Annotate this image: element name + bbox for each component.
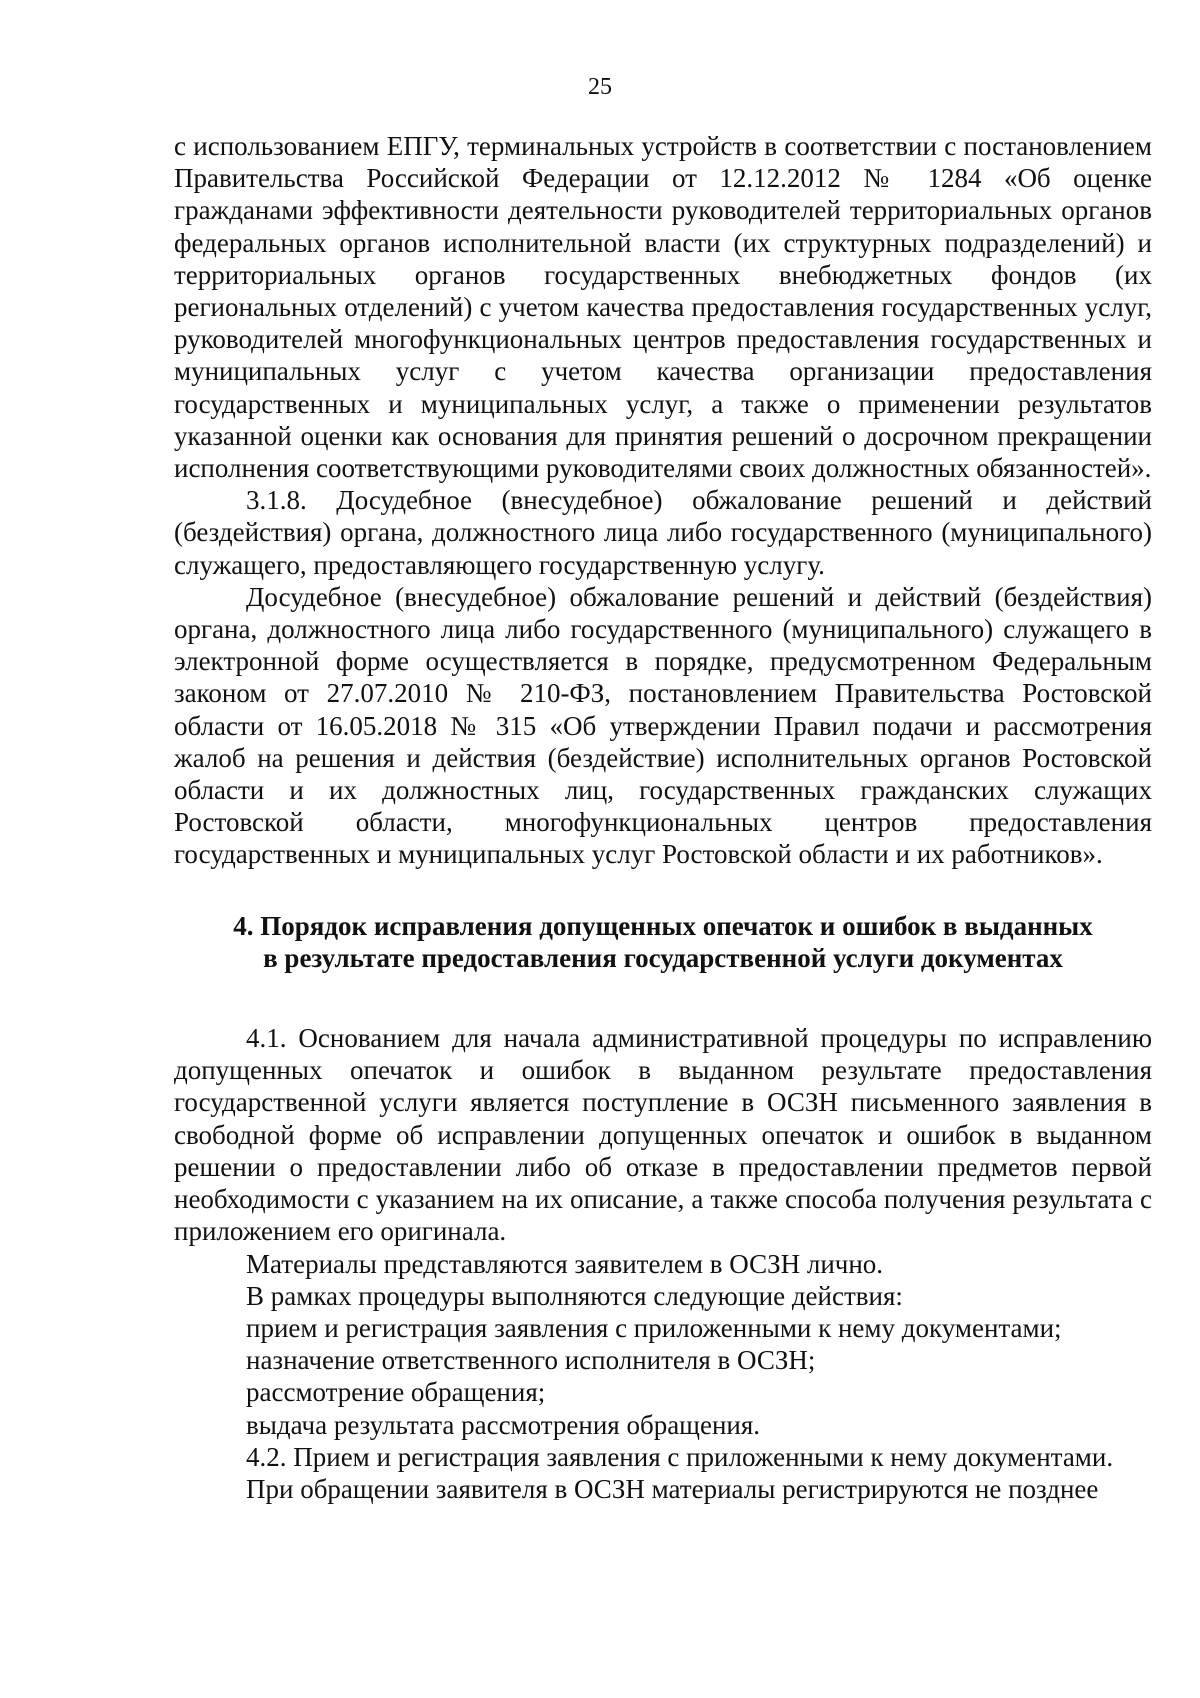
list-item-review: рассмотрение обращения; [246, 1377, 546, 1408]
paragraph-materials: Материалы представляются заявителем в ОСЗН лично. [246, 1248, 884, 1279]
list-item-assignment: назначение ответственного исполнителя в ОСЗН; [246, 1345, 816, 1376]
page-number: 25 [588, 74, 612, 100]
paragraph-registration: При обращении заявителя в ОСЗН материалы регистрируются не позднее [246, 1473, 1099, 1504]
document-body [174, 130, 1152, 1505]
section-4-heading-line-1: 4. Порядок исправления допущенных опечаток и ошибок в выданных [233, 910, 1093, 941]
list-item-reception: прием и регистрация заявления с приложенными к нему документами; [246, 1312, 1062, 1343]
list-item-issuance: выдача результата рассмотрения обращения. [246, 1409, 761, 1440]
paragraph-pretrial-appeal: Досудебное (внесудебное) обжалование решений и действий (бездействия) органа, должностного лица либо государственного (муниципального) служащего в электронной форме осуществляется в порядке, предусмотренном Федеральным законом от 27.07.2010 № 210-ФЗ, постановлением Правительства Ростовской области от 16.05.2018 № 315 «Об утверждении Правил подачи и рассмотрения жалоб на решения и действия (бездействие) исполнительных органов Ростовской области и их должностных лиц, государственных гражданских служащих Ростовской области, многофункциональных центров предоставления государственных и муниципальных услуг Ростовской области и их работников». [174, 581, 1152, 870]
paragraph-3-1-8: 3.1.8. Досудебное (внесудебное) обжалование решений и действий (бездействия) органа, должностного лица либо государственного (муниципального) служащего, предоставляющего государственную услугу. [174, 485, 1152, 580]
section-4-heading-line-2: в результате предоставления государственной услуги документах [263, 942, 1063, 973]
section-4-heading [174, 910, 1152, 974]
paragraph-4-2: 4.2. Прием и регистрация заявления с приложенными к нему документами. [246, 1441, 1114, 1472]
paragraph-epgu-continuation: с использованием ЕПГУ, терминальных устройств в соответствии с постановлением Правительства Российской Федерации от 12.12.2012 № 1284 «Об оценке гражданами эффективности деятельности руководителей территориальных органов федеральных органов исполнительной власти (их структурных подразделений) и территориальных органов государственных внебюджетных фондов (их региональных отделений) с учетом качества предоставления государственных услуг, руководителей многофункциональных центров предоставления государственных и муниципальных услуг с учетом качества организации предоставления государственных и муниципальных услуг, а также о применении результатов указанной оценки как основания для принятия решений о досрочном прекращении исполнения соответствующими руководителями своих должностных обязанностей». [174, 131, 1152, 484]
paragraph-4-1: 4.1. Основанием для начала административной процедуры по исправлению допущенных опечаток и ошибок в выданном результате предоставления государственной услуги является поступление в ОСЗН письменного заявления в свободной форме об исправлении допущенных опечаток и ошибок в выданном решении о предоставлении либо об отказе в предоставлении предметов первой необходимости с указанием на их описание, а также способа получения результата с приложением его оригинала. [174, 1023, 1152, 1247]
paragraph-actions-intro: В рамках процедуры выполняются следующие действия: [246, 1280, 903, 1311]
